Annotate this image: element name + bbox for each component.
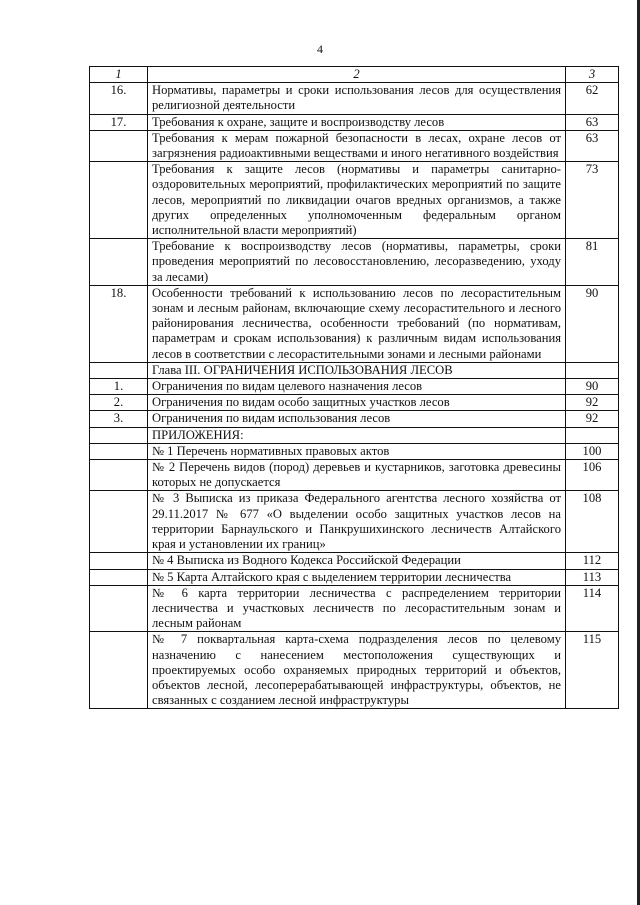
row-page: 92	[566, 395, 619, 411]
row-page	[566, 427, 619, 443]
row-number: 1.	[90, 379, 148, 395]
table-row	[90, 395, 619, 411]
table-row	[90, 83, 619, 114]
row-page: 114	[566, 585, 619, 632]
page-number: 4	[317, 42, 323, 56]
row-number	[90, 362, 148, 378]
row-title: № 4 Выписка из Водного Кодекса Российской Федерации	[148, 553, 566, 569]
row-page: 92	[566, 411, 619, 427]
table-row	[90, 632, 619, 709]
row-page: 90	[566, 285, 619, 362]
row-title: № 7 поквартальная карта-схема подразделения лесов по целевому назначению с нанесением местоположения существующих и проектируемых особо охраняемых природных территорий и объектов, объектов лесной, лесоперерабатывающей инфраструктуры, объектов, не связанных с созданием лесной инфраструктуры	[148, 632, 566, 709]
row-number: 3.	[90, 411, 148, 427]
table-row	[90, 585, 619, 632]
table-row	[90, 130, 619, 161]
table-row	[90, 491, 619, 553]
column-header-row	[90, 67, 619, 83]
row-page	[566, 362, 619, 378]
row-page: 106	[566, 460, 619, 491]
row-title: Требования к защите лесов (нормативы и параметры санитарно-оздоровительных мероприятий, профилактических мероприятий по защите лесов, мероприятий по ликвидации очагов вредных организмов, а также других определенных уполномоченным федеральным органом исполнительной власти мероприятий)	[148, 162, 566, 239]
table-row	[90, 285, 619, 362]
row-page: 113	[566, 569, 619, 585]
row-title: Особенности требований к использованию лесов по лесорастительным зонам и лесным районам, включающие схему лесорастительного и лесного районирования лесничества, особенности требований (по нормативам, параметрам и срокам использования) к различным видам использования лесов в соответствии с лесорастительными зонами и лесными районами	[148, 285, 566, 362]
row-page: 112	[566, 553, 619, 569]
row-page: 100	[566, 443, 619, 459]
table-row	[90, 427, 619, 443]
table-row	[90, 362, 619, 378]
row-title: Глава III. ОГРАНИЧЕНИЯ ИСПОЛЬЗОВАНИЯ ЛЕСОВ	[148, 362, 566, 378]
row-title: Требования к мерам пожарной безопасности в лесах, охране лесов от загрязнения радиоактивными веществами и иного негативного воздействия	[148, 130, 566, 161]
row-page: 90	[566, 379, 619, 395]
row-number	[90, 632, 148, 709]
row-page: 81	[566, 239, 619, 286]
row-number	[90, 585, 148, 632]
row-number	[90, 427, 148, 443]
table-row	[90, 114, 619, 130]
column-header-page: 3	[566, 67, 619, 83]
row-page: 108	[566, 491, 619, 553]
table-row	[90, 569, 619, 585]
row-title: Требования к охране, защите и воспроизводству лесов	[148, 114, 566, 130]
row-number	[90, 130, 148, 161]
column-header-title: 2	[148, 67, 566, 83]
row-number	[90, 239, 148, 286]
row-title: № 1 Перечень нормативных правовых актов	[148, 443, 566, 459]
row-title: № 5 Карта Алтайского края с выделением территории лесничества	[148, 569, 566, 585]
row-number	[90, 569, 148, 585]
row-title: Ограничения по видам использования лесов	[148, 411, 566, 427]
table-row	[90, 411, 619, 427]
row-number	[90, 460, 148, 491]
row-page: 115	[566, 632, 619, 709]
row-title: № 6 карта территории лесничества с распределением территории лесничества и участковых лесничеств по лесорастительным зонам и лесным районам	[148, 585, 566, 632]
row-title: № 2 Перечень видов (пород) деревьев и кустарников, заготовка древесины которых не допускается	[148, 460, 566, 491]
row-number	[90, 553, 148, 569]
row-number: 17.	[90, 114, 148, 130]
row-number	[90, 491, 148, 553]
row-page: 73	[566, 162, 619, 239]
row-number	[90, 443, 148, 459]
table-row	[90, 162, 619, 239]
row-title: ПРИЛОЖЕНИЯ:	[148, 427, 566, 443]
row-number: 18.	[90, 285, 148, 362]
row-title: № 3 Выписка из приказа Федерального агентства лесного хозяйства от 29.11.2017 № 677 «О выделении особо защитных участков лесов на территории Барнаульского и Панкрушихинского лесничеств Алтайского края и установлении их границ»	[148, 491, 566, 553]
row-title: Требование к воспроизводству лесов (нормативы, параметры, сроки проведения мероприятий по лесовосстановлению, лесоразведению, уходу за лесами)	[148, 239, 566, 286]
column-header-number: 1	[90, 67, 148, 83]
table-row	[90, 239, 619, 286]
row-number: 16.	[90, 83, 148, 114]
table-row	[90, 553, 619, 569]
row-number	[90, 162, 148, 239]
table-row	[90, 443, 619, 459]
table-row	[90, 379, 619, 395]
row-page: 63	[566, 130, 619, 161]
contents-table	[89, 66, 619, 709]
row-number: 2.	[90, 395, 148, 411]
row-page: 62	[566, 83, 619, 114]
row-title: Ограничения по видам целевого назначения лесов	[148, 379, 566, 395]
row-page: 63	[566, 114, 619, 130]
row-title: Нормативы, параметры и сроки использования лесов для осуществления религиозной деятельности	[148, 83, 566, 114]
row-title: Ограничения по видам особо защитных участков лесов	[148, 395, 566, 411]
table-row	[90, 460, 619, 491]
